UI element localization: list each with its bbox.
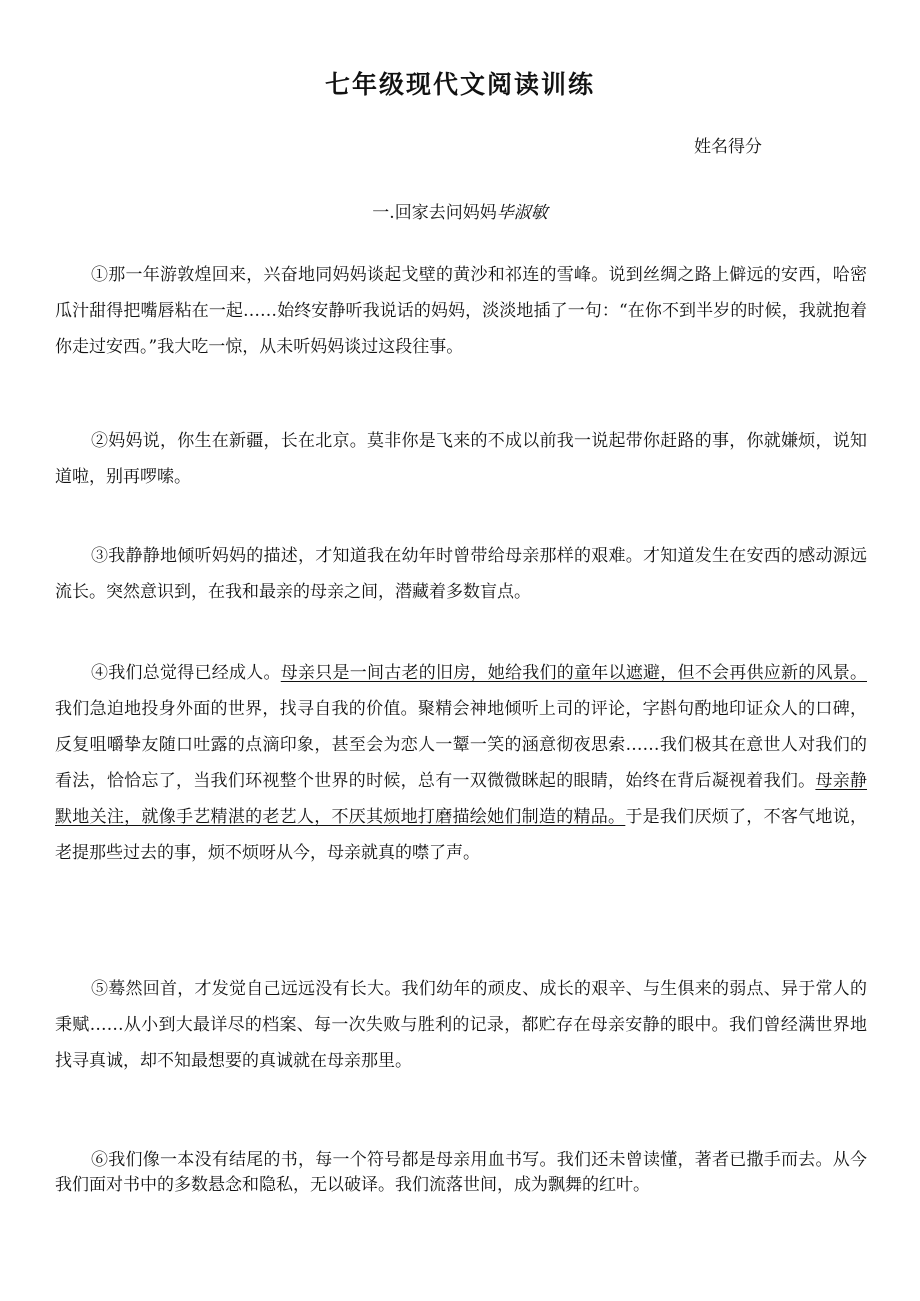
paragraph-4-text-1: ④我们总觉得已经成人。 [91,663,281,683]
paragraph-2: ②妈妈说，你生在新疆，长在北京。莫非你是飞来的不成以前我一说起带你赶路的事，你就嫌烦，说知道啦，别再啰嗦。 [55,431,867,487]
paragraph-5: ⑤蓦然回首，才发觉自己远远没有长大。我们幼年的顽皮、成长的艰辛、与生俱来的弱点、异于常人的秉赋……从小到大最详尽的档案、每一次失败与胜利的记录，都贮存在母亲安静的眼中。我们曾经满世界地找寻真诚，却不知最想要的真诚就在母亲那里。 [55,979,867,1071]
underlined-sentence-2: 母亲静默地关注，就像手艺精湛的老艺人，不厌其烦地打磨描绘她们制造的精品。 [55,771,868,827]
paragraph-4-text-2: 我们急迫地投身外面的世界，找寻自我的价值。聚精会神地倾听上司的评论，字斟句酌地印证众人的口碑，反复咀嚼挚友随口吐露的点滴印象，甚至会为恋人一颦一笑的涵意彻夜思索……我们极其在意世人对我们的看法，恰恰忘了，当我们环视整个世界的时候，总有一双微微眯起的眼睛，始终在背后凝视着我们。 [55,699,867,791]
paragraph-1: ①那一年游敦煌回来，兴奋地同妈妈谈起戈壁的黄沙和祁连的雪峰。说到丝绸之路上僻远的安西，哈密瓜汁甜得把嘴唇粘在一起……始终安静听我说话的妈妈，淡淡地插了一句：“在你不到半岁的时候，我就抱着你走过安西。”我大吃一惊，从未听妈妈谈过这段往事。 [55,265,867,357]
document-title: 七年级现代文阅读训练 [324,70,595,99]
section-title: 一.回家去问妈妈 [372,203,497,223]
section-author: 毕淑敏 [496,203,548,223]
paragraph-4 [55,655,867,871]
paragraph-4-text-3: 于是我们厌烦了，不客气地说，老提那些过去的事，烦不烦呀从今，母亲就真的噤了声。 [55,807,868,863]
paragraph-3: ③我静静地倾听妈妈的描述，才知道我在幼年时曾带给母亲那样的艰难。才知道发生在安西的感动源远流长。突然意识到，在我和最亲的母亲之间，潜藏着多数盲点。 [55,546,867,602]
name-score-label: 姓名得分 [694,137,762,157]
paragraph-6: ⑥我们像一本没有结尾的书，每一个符号都是母亲用血书写。我们还未曾读懂，著者已撒手而去。从今我们面对书中的多数悬念和隐私，无以破译。我们流落世间，成为飘舞的红叶。 [55,1150,867,1195]
underlined-sentence-1: 母亲只是一间古老的旧房，她给我们的童年以遮避，但不会再供应新的风景。 [280,663,867,683]
section-heading [0,200,920,226]
